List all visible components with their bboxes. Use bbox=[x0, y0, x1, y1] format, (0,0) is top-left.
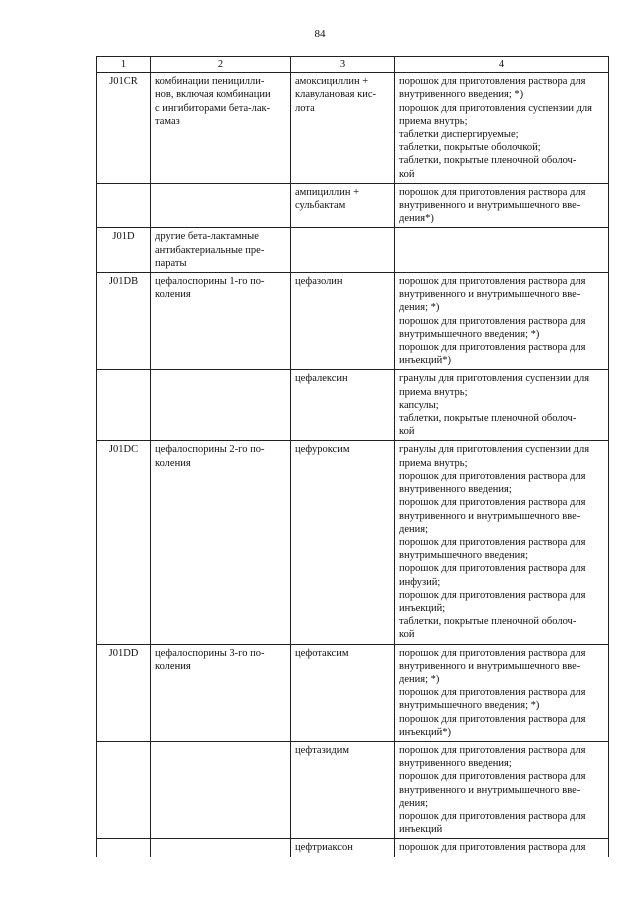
dosage-forms-cell bbox=[395, 73, 609, 184]
drug-name-cell: цефтазидим bbox=[291, 741, 395, 838]
dosage-forms-cell bbox=[395, 370, 609, 441]
table-row bbox=[97, 741, 609, 838]
atc-code-cell: J01DB bbox=[97, 273, 151, 370]
dosage-form-item: порошок для приготовления раствора для внутривенного введения; bbox=[399, 744, 586, 770]
atc-code-cell: J01DD bbox=[97, 644, 151, 741]
dosage-forms-cell bbox=[395, 741, 609, 838]
table-row bbox=[97, 839, 609, 857]
dosage-form-item: порошок для приготовления раствора для внутривенного введения; bbox=[399, 470, 586, 496]
table-row bbox=[97, 183, 609, 228]
dosage-form-item: порошок для приготовления раствора для внутримышечного введения; bbox=[399, 536, 586, 562]
dosage-form-item: таблетки, покрытые пленочной оболоч- кой bbox=[399, 155, 577, 180]
atc-code-cell: J01CR bbox=[97, 73, 151, 184]
atc-code-cell bbox=[97, 370, 151, 441]
dosage-form-item: порошок для приготовления раствора для инъекций*) bbox=[399, 713, 586, 738]
dosage-forms-cell bbox=[395, 228, 609, 273]
dosage-forms-cell bbox=[395, 839, 609, 857]
group-name-cell: цефалоспорины 3-го по- коления bbox=[151, 644, 291, 741]
dosage-form-item: порошок для приготовления суспензии для приема внутрь; bbox=[399, 102, 592, 127]
table-header-row bbox=[97, 57, 609, 73]
column-header-3: 3 bbox=[291, 57, 395, 73]
drug-name-cell: амоксициллин + клавулановая кис- лота bbox=[291, 73, 395, 184]
drug-name-cell: цефотаксим bbox=[291, 644, 395, 741]
group-name-cell: цефалоспорины 1-го по- коления bbox=[151, 273, 291, 370]
dosage-form-item: порошок для приготовления раствора для внутривенного и внутримышечного вве- дения; *) bbox=[399, 276, 586, 314]
drug-name-cell: цефалексин bbox=[291, 370, 395, 441]
dosage-form-item: порошок для приготовления раствора для bbox=[399, 842, 586, 854]
table-row bbox=[97, 73, 609, 184]
dosage-form-item: порошок для приготовления раствора для инъекций*) bbox=[399, 342, 586, 367]
group-name-cell bbox=[151, 741, 291, 838]
atc-code-cell: J01D bbox=[97, 228, 151, 273]
atc-code-cell bbox=[97, 839, 151, 857]
table-row bbox=[97, 228, 609, 273]
page-number: 84 bbox=[314, 28, 326, 40]
dosage-form-item: порошок для приготовления раствора для инфузий; bbox=[399, 563, 586, 588]
drug-name-cell: цефуроксим bbox=[291, 441, 395, 644]
dosage-form-item: таблетки, покрытые пленочной оболоч- кой bbox=[399, 616, 577, 641]
drug-name-cell: цефазолин bbox=[291, 273, 395, 370]
dosage-form-item: порошок для приготовления раствора для инъекций bbox=[399, 810, 586, 836]
dosage-form-item: гранулы для приготовления суспензии для приема внутрь; bbox=[399, 373, 590, 398]
atc-code-cell bbox=[97, 183, 151, 228]
column-header-1: 1 bbox=[97, 57, 151, 73]
dosage-form-item: порошок для приготовления раствора для внутривенного и внутримышечного вве- дения*) bbox=[399, 186, 586, 225]
table-row bbox=[97, 644, 609, 741]
dosage-form-item: порошок для приготовления раствора для внутривенного и внутримышечного вве- дения; *) bbox=[399, 647, 586, 685]
table-row bbox=[97, 441, 609, 644]
dosage-forms-cell bbox=[395, 644, 609, 741]
dosage-forms-cell bbox=[395, 441, 609, 644]
drug-name-cell: цефтриаксон bbox=[291, 839, 395, 857]
dosage-form-item: порошок для приготовления раствора для инъекций; bbox=[399, 589, 586, 614]
dosage-forms-cell bbox=[395, 273, 609, 370]
dosage-form-item: таблетки диспергируемые; bbox=[399, 129, 519, 141]
drug-name-cell bbox=[291, 228, 395, 273]
table-row bbox=[97, 370, 609, 441]
group-name-cell: другие бета-лактамные антибактериальные пре- параты bbox=[151, 228, 291, 273]
dosage-forms-cell bbox=[395, 183, 609, 228]
drug-name-cell: ампициллин + сульбактам bbox=[291, 183, 395, 228]
medications-table bbox=[96, 56, 609, 857]
dosage-form-item: капсулы; bbox=[399, 399, 439, 411]
dosage-form-item: таблетки, покрытые пленочной оболоч- кой bbox=[399, 413, 577, 438]
dosage-form-item: порошок для приготовления раствора для внутримышечного введения; *) bbox=[399, 315, 586, 340]
dosage-form-item: таблетки, покрытые оболочкой; bbox=[399, 142, 541, 154]
group-name-cell bbox=[151, 370, 291, 441]
dosage-form-item: порошок для приготовления раствора для внутривенного и внутримышечного вве- дения; bbox=[399, 771, 586, 809]
group-name-cell: комбинации пеницилли- нов, включая комбинации с ингибиторами бета-лак- тамаз bbox=[151, 73, 291, 184]
column-header-4: 4 bbox=[395, 57, 609, 73]
dosage-form-item: порошок для приготовления раствора для внутривенного и внутримышечного вве- дения; bbox=[399, 497, 586, 535]
atc-code-cell bbox=[97, 741, 151, 838]
atc-code-cell: J01DC bbox=[97, 441, 151, 644]
column-header-2: 2 bbox=[151, 57, 291, 73]
group-name-cell: цефалоспорины 2-го по- коления bbox=[151, 441, 291, 644]
dosage-form-item: гранулы для приготовления суспензии для приема внутрь; bbox=[399, 444, 590, 469]
dosage-form-item: порошок для приготовления раствора для внутримышечного введения; *) bbox=[399, 687, 586, 712]
table-row bbox=[97, 273, 609, 370]
dosage-form-item: порошок для приготовления раствора для внутривенного введения; *) bbox=[399, 76, 586, 101]
group-name-cell bbox=[151, 183, 291, 228]
group-name-cell bbox=[151, 839, 291, 857]
